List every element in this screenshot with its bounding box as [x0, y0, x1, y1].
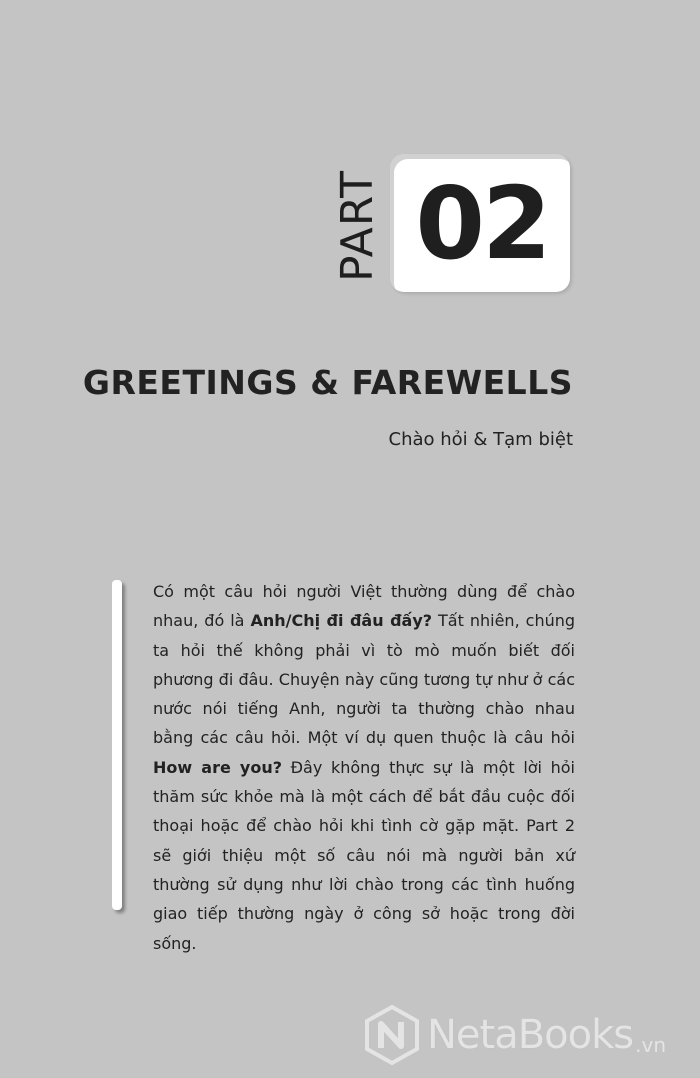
part-label: [333, 158, 383, 294]
watermark-brand: NetaBooks: [427, 1012, 634, 1058]
intro-bold-2: How are you?: [153, 757, 283, 777]
netabooks-logo-icon: [363, 1004, 421, 1066]
part-label-text: PART: [332, 169, 383, 283]
chapter-title: GREETINGS & FAREWELLS: [82, 363, 573, 402]
intro-text-2: Tất nhiên, chúng ta hỏi thế không phải vì tò mò muốn biết đối phương đi đâu. Chuyện này cũng tương tự như ở các nước nói tiếng Anh, người ta thường chào nhau bằng các câu hỏi. Một ví dụ quen thuộc là câu hỏi: [153, 611, 576, 748]
chapter-subtitle: Chào hỏi & Tạm biệt: [388, 429, 573, 450]
quote-bar: [112, 580, 122, 910]
intro-paragraph: [153, 577, 575, 958]
intro-bold-1: Anh/Chị đi đâu đấy?: [250, 611, 433, 631]
watermark-suffix: .vn: [635, 1033, 666, 1057]
intro-text-1: Có một câu hỏi người Việt thường dùng để chào nhau, đó là: [153, 582, 575, 631]
part-number: 02: [415, 164, 549, 282]
part-number-box: [390, 154, 570, 292]
intro-text-3: Đây không thực sự là một lời hỏi thăm sức khỏe mà là một cách để bắt đầu cuộc đối thoại hoặc để chào hỏi khi tình cờ gặp mặt. Part 2 sẽ giới thiệu một số câu nói mà người bản xứ thường sử dụng như lời chào trong các tình huống giao tiếp thường ngày ở công sở hoặc trong đời sống.: [153, 757, 576, 953]
watermark: [363, 1003, 666, 1067]
